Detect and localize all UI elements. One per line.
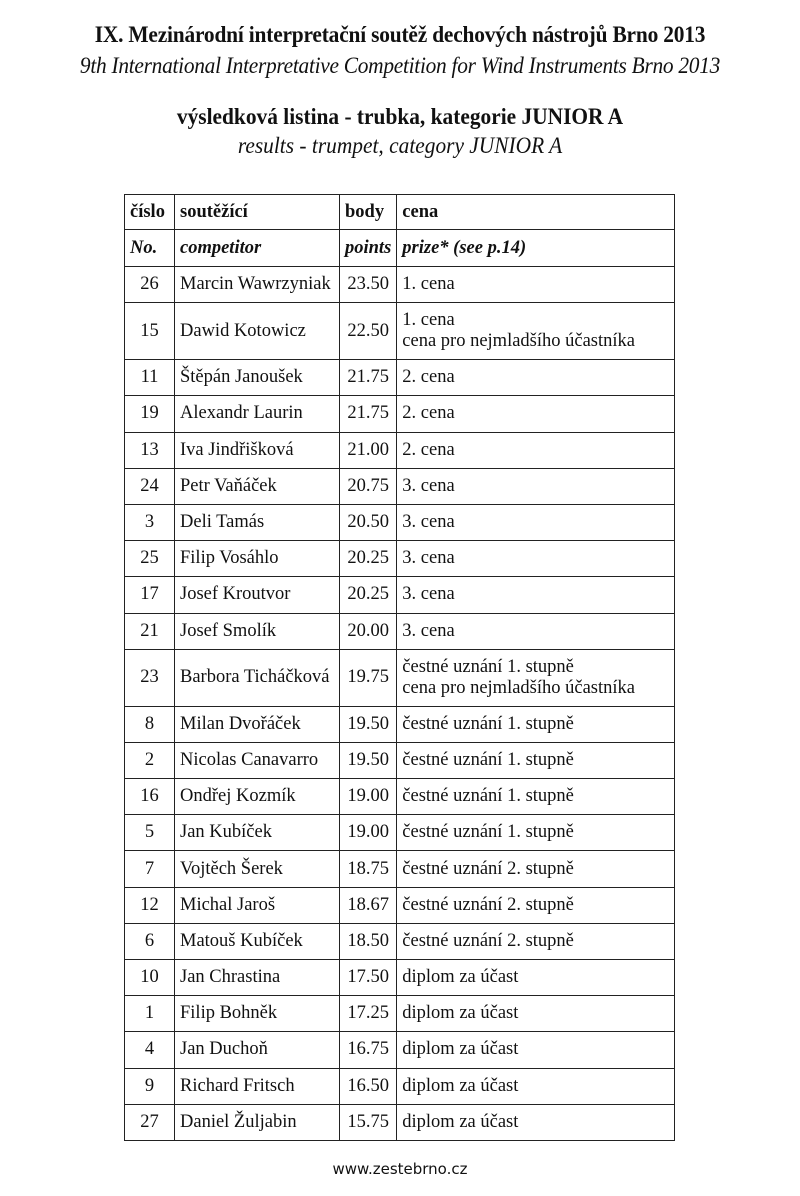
prize-line: diplom za účast bbox=[402, 1111, 519, 1132]
competitor-name: Jan Duchoň bbox=[175, 1032, 340, 1068]
competitor-points: 17.25 bbox=[340, 996, 397, 1032]
table-row bbox=[125, 432, 675, 468]
prize-line: diplom za účast bbox=[402, 1003, 519, 1024]
table-row bbox=[125, 613, 675, 649]
competitor-prize bbox=[397, 504, 675, 540]
competitor-points: 17.50 bbox=[340, 960, 397, 996]
table-row bbox=[125, 742, 675, 778]
competitor-prize bbox=[397, 960, 675, 996]
table-row bbox=[125, 267, 675, 303]
competitor-points: 18.67 bbox=[340, 887, 397, 923]
competitor-number: 2 bbox=[125, 742, 175, 778]
competitor-number: 3 bbox=[125, 504, 175, 540]
competitor-name: Marcin Wawrzyniak bbox=[175, 267, 340, 303]
prize-line: čestné uznání 1. stupně bbox=[402, 786, 574, 807]
competitor-prize bbox=[397, 887, 675, 923]
competitor-prize bbox=[397, 267, 675, 303]
competitor-number: 9 bbox=[125, 1068, 175, 1104]
competitor-prize bbox=[397, 577, 675, 613]
competitor-name: Matouš Kubíček bbox=[175, 923, 340, 959]
prize-line: 2. cena bbox=[402, 403, 455, 424]
competitor-points: 19.50 bbox=[340, 706, 397, 742]
competitor-prize bbox=[397, 1068, 675, 1104]
competitor-name: Deli Tamás bbox=[175, 504, 340, 540]
header-points-cz: body bbox=[340, 195, 397, 230]
competitor-points: 20.75 bbox=[340, 468, 397, 504]
competitor-number: 27 bbox=[125, 1104, 175, 1140]
competitor-points: 18.75 bbox=[340, 851, 397, 887]
competitor-name: Michal Jaroš bbox=[175, 887, 340, 923]
competitor-points: 21.75 bbox=[340, 396, 397, 432]
prize-line: diplom za účast bbox=[402, 967, 519, 988]
prize-line: 1. cena bbox=[402, 274, 455, 295]
results-subtitle-czech: výsledková listina - trubka, kategorie JUNIOR A bbox=[176, 104, 624, 129]
competitor-number: 4 bbox=[125, 1032, 175, 1068]
competitor-points: 20.50 bbox=[340, 504, 397, 540]
competitor-name: Josef Kroutvor bbox=[175, 577, 340, 613]
competitor-points: 20.25 bbox=[340, 541, 397, 577]
competitor-name: Filip Bohněk bbox=[175, 996, 340, 1032]
competitor-name: Jan Chrastina bbox=[175, 960, 340, 996]
prize-line: 3. cena bbox=[402, 584, 455, 605]
competitor-name: Vojtěch Šerek bbox=[175, 851, 340, 887]
competitor-name: Alexandr Laurin bbox=[175, 396, 340, 432]
table-row bbox=[125, 541, 675, 577]
header-competitor-en: competitor bbox=[175, 230, 340, 267]
prize-line: 3. cena bbox=[402, 512, 455, 533]
table-row bbox=[125, 1068, 675, 1104]
competitor-prize bbox=[397, 303, 675, 360]
competitor-prize bbox=[397, 996, 675, 1032]
competitor-number: 13 bbox=[125, 432, 175, 468]
table-row bbox=[125, 360, 675, 396]
competitor-points: 19.00 bbox=[340, 815, 397, 851]
competitor-number: 5 bbox=[125, 815, 175, 851]
prize-line: 3. cena bbox=[402, 620, 455, 641]
table-row bbox=[125, 577, 675, 613]
header-number-en: No. bbox=[125, 230, 175, 267]
results-subtitle-english: results - trumpet, category JUNIOR A bbox=[237, 133, 563, 158]
competitor-name: Richard Fritsch bbox=[175, 1068, 340, 1104]
table-row bbox=[125, 1104, 675, 1140]
table-row bbox=[125, 851, 675, 887]
competitor-points: 16.50 bbox=[340, 1068, 397, 1104]
prize-line: cena pro nejmladšího účastníka bbox=[402, 331, 635, 352]
table-row bbox=[125, 1032, 675, 1068]
prize-line: čestné uznání 2. stupně bbox=[402, 930, 574, 951]
prize-line: čestné uznání 1. stupně bbox=[402, 822, 574, 843]
prize-line: čestné uznání 2. stupně bbox=[402, 894, 574, 915]
competitor-points: 16.75 bbox=[340, 1032, 397, 1068]
prize-line: 1. cena bbox=[402, 310, 455, 331]
competitor-prize bbox=[397, 1032, 675, 1068]
competitor-prize bbox=[397, 742, 675, 778]
table-row bbox=[125, 923, 675, 959]
competitor-points: 22.50 bbox=[340, 303, 397, 360]
website-footer: www.zestebrno.cz bbox=[332, 1160, 468, 1178]
table-row bbox=[125, 396, 675, 432]
competitor-prize bbox=[397, 649, 675, 706]
competitor-points: 20.00 bbox=[340, 613, 397, 649]
document-title-english: 9th International Interpretative Competition for Wind Instruments Brno 2013 bbox=[79, 53, 721, 78]
prize-line: 3. cena bbox=[402, 475, 455, 496]
prize-line: čestné uznání 2. stupně bbox=[402, 858, 574, 879]
competitor-number: 16 bbox=[125, 779, 175, 815]
results-table bbox=[124, 194, 675, 1141]
prize-line: čestné uznání 1. stupně bbox=[402, 656, 574, 677]
competitor-points: 15.75 bbox=[340, 1104, 397, 1140]
competitor-number: 7 bbox=[125, 851, 175, 887]
competitor-prize bbox=[397, 923, 675, 959]
header-number-cz: číslo bbox=[125, 195, 175, 230]
competitor-prize bbox=[397, 815, 675, 851]
prize-line: 3. cena bbox=[402, 548, 455, 569]
competitor-points: 19.75 bbox=[340, 649, 397, 706]
table-row bbox=[125, 468, 675, 504]
competitor-number: 24 bbox=[125, 468, 175, 504]
header-prize-en: prize* (see p.14) bbox=[397, 230, 675, 267]
prize-line: čestné uznání 1. stupně bbox=[402, 713, 574, 734]
competitor-name: Milan Dvořáček bbox=[175, 706, 340, 742]
table-row bbox=[125, 996, 675, 1032]
competitor-name: Petr Vaňáček bbox=[175, 468, 340, 504]
competitor-points: 19.00 bbox=[340, 779, 397, 815]
table-row bbox=[125, 887, 675, 923]
table-row bbox=[125, 779, 675, 815]
competitor-prize bbox=[397, 706, 675, 742]
prize-line: diplom za účast bbox=[402, 1075, 519, 1096]
competitor-number: 15 bbox=[125, 303, 175, 360]
competitor-points: 21.00 bbox=[340, 432, 397, 468]
competitor-points: 21.75 bbox=[340, 360, 397, 396]
competitor-name: Dawid Kotowicz bbox=[175, 303, 340, 360]
competitor-prize bbox=[397, 851, 675, 887]
competitor-prize bbox=[397, 779, 675, 815]
competitor-number: 11 bbox=[125, 360, 175, 396]
prize-line: čestné uznání 1. stupně bbox=[402, 749, 574, 770]
competitor-number: 23 bbox=[125, 649, 175, 706]
results-table-body bbox=[125, 195, 675, 1141]
competitor-points: 23.50 bbox=[340, 267, 397, 303]
competitor-points: 20.25 bbox=[340, 577, 397, 613]
prize-line: cena pro nejmladšího účastníka bbox=[402, 677, 635, 698]
competitor-number: 19 bbox=[125, 396, 175, 432]
table-row bbox=[125, 706, 675, 742]
competitor-name: Daniel Žuljabin bbox=[175, 1104, 340, 1140]
competitor-number: 25 bbox=[125, 541, 175, 577]
document-title-czech: IX. Mezinárodní interpretační soutěž dechových nástrojů Brno 2013 bbox=[94, 22, 706, 47]
table-row bbox=[125, 303, 675, 360]
competitor-name: Josef Smolík bbox=[175, 613, 340, 649]
competitor-prize bbox=[397, 360, 675, 396]
competitor-prize bbox=[397, 613, 675, 649]
competitor-number: 10 bbox=[125, 960, 175, 996]
competitor-prize bbox=[397, 396, 675, 432]
prize-line: diplom za účast bbox=[402, 1039, 519, 1060]
competitor-prize bbox=[397, 541, 675, 577]
competitor-name: Iva Jindřišková bbox=[175, 432, 340, 468]
competitor-name: Ondřej Kozmík bbox=[175, 779, 340, 815]
prize-line: 2. cena bbox=[402, 367, 455, 388]
competitor-number: 1 bbox=[125, 996, 175, 1032]
prize-line: 2. cena bbox=[402, 439, 455, 460]
competitor-name: Barbora Ticháčková bbox=[175, 649, 340, 706]
competitor-name: Jan Kubíček bbox=[175, 815, 340, 851]
competitor-number: 26 bbox=[125, 267, 175, 303]
competitor-number: 8 bbox=[125, 706, 175, 742]
competitor-prize bbox=[397, 468, 675, 504]
table-row bbox=[125, 649, 675, 706]
competitor-number: 21 bbox=[125, 613, 175, 649]
competitor-points: 19.50 bbox=[340, 742, 397, 778]
competitor-prize bbox=[397, 432, 675, 468]
header-row-english bbox=[125, 230, 675, 267]
header-competitor-cz: soutěžící bbox=[175, 195, 340, 230]
header-prize-cz: cena bbox=[397, 195, 675, 230]
competitor-name: Nicolas Canavarro bbox=[175, 742, 340, 778]
competitor-number: 12 bbox=[125, 887, 175, 923]
table-row bbox=[125, 504, 675, 540]
competitor-number: 6 bbox=[125, 923, 175, 959]
competitor-prize bbox=[397, 1104, 675, 1140]
competitor-number: 17 bbox=[125, 577, 175, 613]
competitor-name: Filip Vosáhlo bbox=[175, 541, 340, 577]
table-row bbox=[125, 815, 675, 851]
table-row bbox=[125, 960, 675, 996]
competitor-name: Štěpán Janoušek bbox=[175, 360, 340, 396]
competitor-points: 18.50 bbox=[340, 923, 397, 959]
header-points-en: points bbox=[340, 230, 397, 267]
header-row-czech bbox=[125, 195, 675, 230]
